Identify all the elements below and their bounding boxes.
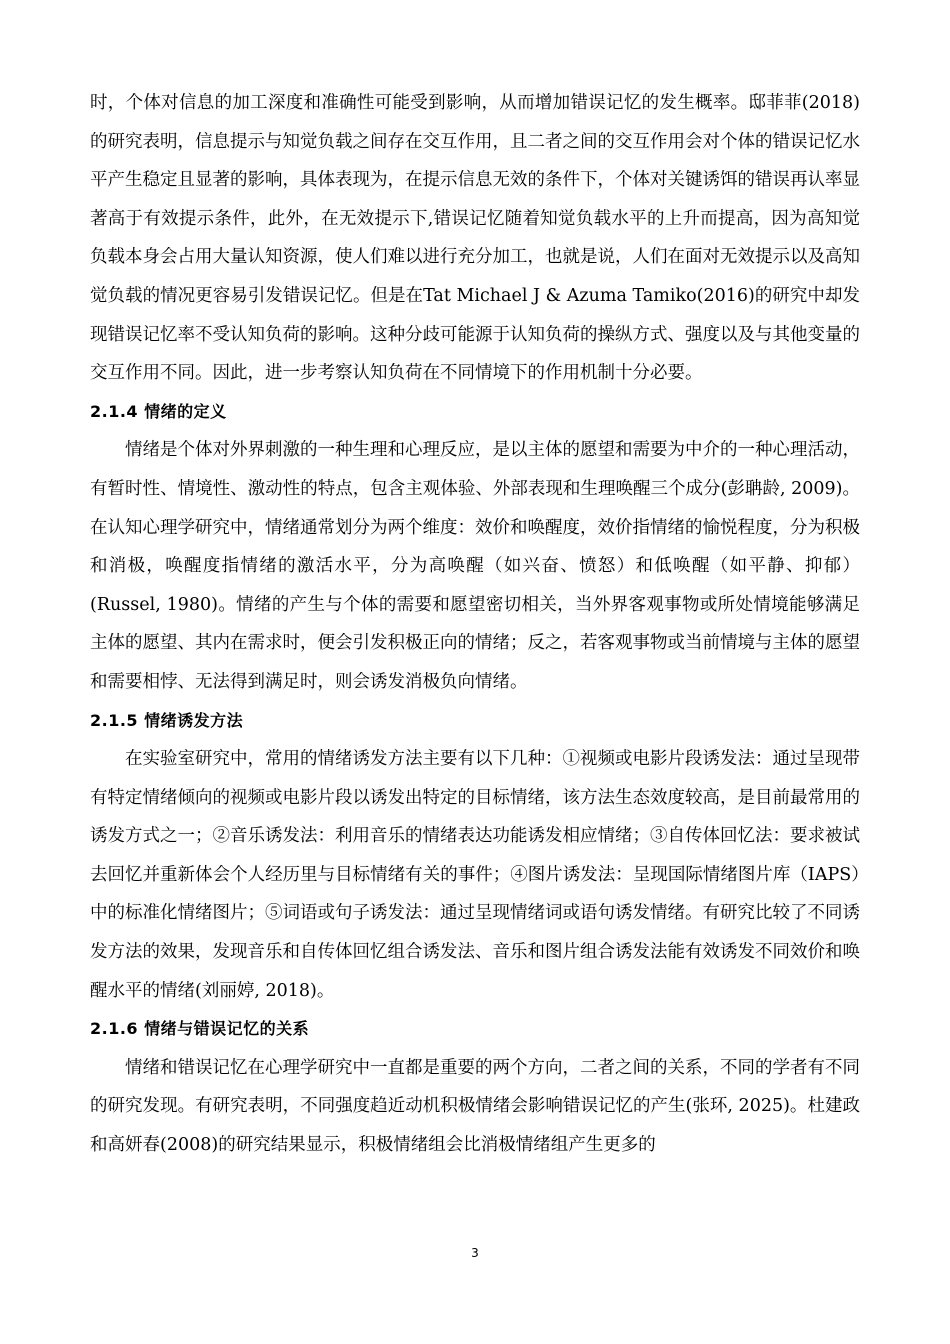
section-heading-2-1-6: 2.1.6 情绪与错误记忆的关系 — [90, 1019, 310, 1039]
paragraph-cognitive-load-continued: 时，个体对信息的加工深度和准确性可能受到影响，从而增加错误记忆的发生概率。邸菲菲(2018)的研究表明，信息提示与知觉负载之间存在交互作用，且二者之间的交互作用会对个体的错误记忆水平产生稳定且显著的影响，具体表现为，在提示信息无效的条件下，个体对关键诱饵的错误再认率显著高于有效提示条件，此外，在无效提示下,错误记忆随着知觉负载水平的上升而提高，因为高知觉负载本身会占用大量认知资源，使人们难以进行充分加工，也就是说，人们在面对无效提示以及高知觉负载的情况更容易引发错误记忆。但是在Tat Michael J & Azuma Tamiko(2016)的研究中却发现错误记忆率不受认知负荷的影响。这种分歧可能源于认知负荷的操纵方式、强度以及与其他变量的交互作用不同。因此，进一步考察认知负荷在不同情境下的作用机制十分必要。 — [90, 93, 860, 384]
paragraph-emotion-false-memory: 情绪和错误记忆在心理学研究中一直都是重要的两个方向，二者之间的关系，不同的学者有不同的研究发现。有研究表明，不同强度趋近动机积极情绪会影响错误记忆的产生(张环, 2025)。杜建政和高妍春(2008)的研究结果显示，积极情绪组会比消极情绪组产生更多的 — [90, 1057, 860, 1156]
section-heading-2-1-5: 2.1.5 情绪诱发方法 — [90, 710, 244, 730]
paragraph-emotion-induction-methods: 在实验室研究中，常用的情绪诱发方法主要有以下几种：①视频或电影片段诱发法：通过呈现带有特定情绪倾向的视频或电影片段以诱发出特定的目标情绪，该方法生态效度较高，是目前最常用的诱发方式之一；②音乐诱发法：利用音乐的情绪表达功能诱发相应情绪；③自传体回忆法：要求被试去回忆并重新体会个人经历里与目标情绪有关的事件；④图片诱发法：呈现国际情绪图片库（IAPS）中的标准化情绪图片；⑤词语或句子诱发法：通过呈现情绪词或语句诱发情绪。有研究比较了不同诱发方法的效果，发现音乐和自传体回忆组合诱发法、音乐和图片组合诱发法能有效诱发不同效价和唤醒水平的情绪(刘丽婷, 2018)。 — [90, 749, 860, 1001]
page-number: 3 — [471, 1246, 479, 1260]
section-heading-2-1-4: 2.1.4 情绪的定义 — [90, 401, 227, 421]
paragraph-emotion-definition: 情绪是个体对外界刺激的一种生理和心理反应，是以主体的愿望和需要为中介的一种心理活动，有暂时性、情境性、激动性的特点，包含主观体验、外部表现和生理唤醒三个成分(彭聃龄, 2009)。在认知心理学研究中，情绪通常划分为两个维度：效价和唤醒度，效价指情绪的愉悦程度，分为积极和消极，唤醒度指情绪的激活水平，分为高唤醒（如兴奋、愤怒）和低唤醒（如平静、抑郁）(Russel, 1980)。情绪的产生与个体的需要和愿望密切相关，当外界客观事物或所处情境能够满足主体的愿望、其内在需求时，便会引发积极正向的情绪；反之，若客观事物或当前情境与主体的愿望和需要相悖、无法得到满足时，则会诱发消极负向情绪。 — [90, 440, 860, 692]
document-body — [90, 84, 860, 1165]
